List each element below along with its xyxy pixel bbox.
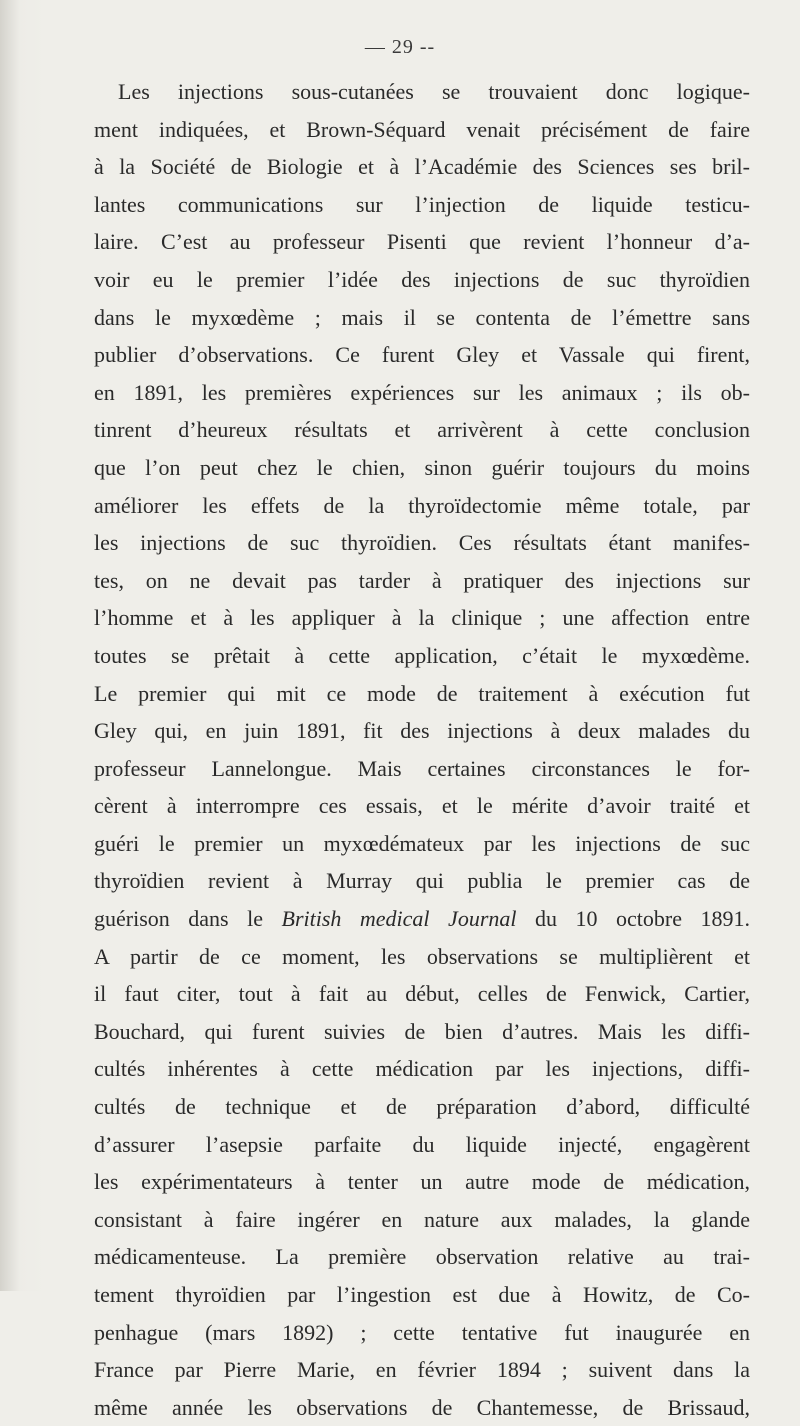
text-line: cèrent à interrompre ces essais, et le mérite d’avoir traité et — [94, 793, 750, 819]
text-line: laire. C’est au professeur Pisenti que revient l’honneur d’a- — [94, 229, 750, 255]
text-line: il faut citer, tout à fait au début, celles de Fenwick, Cartier, — [94, 981, 750, 1007]
text-line: guérison dans le British medical Journal du 10 octobre 1891. — [94, 906, 750, 932]
text-line: thyroïdien revient à Murray qui publia le premier cas de — [94, 868, 750, 894]
text-line: en 1891, les premières expériences sur les animaux ; ils ob- — [94, 379, 750, 405]
text-line: Le premier qui mit ce mode de traitement à exécution fut — [94, 680, 750, 706]
text-line: l’homme et à les appliquer à la clinique ; une affection entre — [94, 605, 750, 631]
text-line: améliorer les effets de la thyroïdectomie même totale, par — [94, 492, 750, 518]
text-line: médicamenteuse. La première observation relative au trai- — [94, 1244, 750, 1270]
text-line: A partir de ce moment, les observations se multiplièrent et — [94, 943, 750, 969]
text-line: d’assurer l’asepsie parfaite du liquide injecté, engagèrent — [94, 1131, 750, 1157]
text-line: à la Société de Biologie et à l’Académie des Sciences ses bril- — [94, 154, 750, 180]
text-line: professeur Lannelongue. Mais certaines circonstances le for- — [94, 755, 750, 781]
text-line: tinrent d’heureux résultats et arrivèrent à cette conclusion — [94, 417, 750, 443]
text-line: dans le myxœdème ; mais il se contenta de l’émettre sans — [94, 304, 750, 330]
text-line: voir eu le premier l’idée des injections de suc thyroïdien — [94, 266, 750, 292]
body-paragraph — [94, 73, 750, 1426]
text-line: toutes se prêtait à cette application, c’était le myxœdème. — [94, 642, 750, 668]
text-line: ment indiquées, et Brown-Séquard venait précisément de faire — [94, 116, 750, 142]
text-line: cultés inhérentes à cette médication par les injections, diffi- — [94, 1056, 750, 1082]
text-line: Les injections sous-cutanées se trouvaient donc logique- — [118, 79, 750, 104]
text-line: tes, on ne devait pas tarder à pratiquer des injections sur — [94, 567, 750, 593]
text-line: les expérimentateurs à tenter un autre mode de médication, — [94, 1169, 750, 1195]
text-line: consistant à faire ingérer en nature aux malades, la glande — [94, 1206, 750, 1232]
text-line: lantes communications sur l’injection de liquide testicu- — [94, 191, 750, 217]
text-line: Bouchard, qui furent suivies de bien d’autres. Mais les diffi- — [94, 1018, 750, 1044]
text-line: même année les observations de Chantemesse, de Brissaud, — [94, 1394, 750, 1420]
text-line: guéri le premier un myxœdémateux par les injections de suc — [94, 830, 750, 856]
journal-title: British medical Journal — [281, 906, 517, 932]
text-line: cultés de technique et de préparation d’abord, difficulté — [94, 1094, 750, 1120]
text-line: penhague (mars 1892) ; cette tentative fut inaugurée en — [94, 1319, 750, 1345]
text-line: France par Pierre Marie, en février 1894 ; suivent dans la — [94, 1357, 750, 1383]
page-number: — 29 -- — [364, 36, 436, 58]
text-line: Gley qui, en juin 1891, fit des injections à deux malades du — [94, 718, 750, 744]
text-line: les injections de suc thyroïdien. Ces résultats étant manifes- — [94, 530, 750, 556]
text-line: publier d’observations. Ce furent Gley et Vassale qui firent, — [94, 342, 750, 368]
text-line: tement thyroïdien par l’ingestion est due à Howitz, de Co- — [94, 1282, 750, 1307]
text-line: que l’on peut chez le chien, sinon guérir toujours du moins — [94, 454, 750, 480]
